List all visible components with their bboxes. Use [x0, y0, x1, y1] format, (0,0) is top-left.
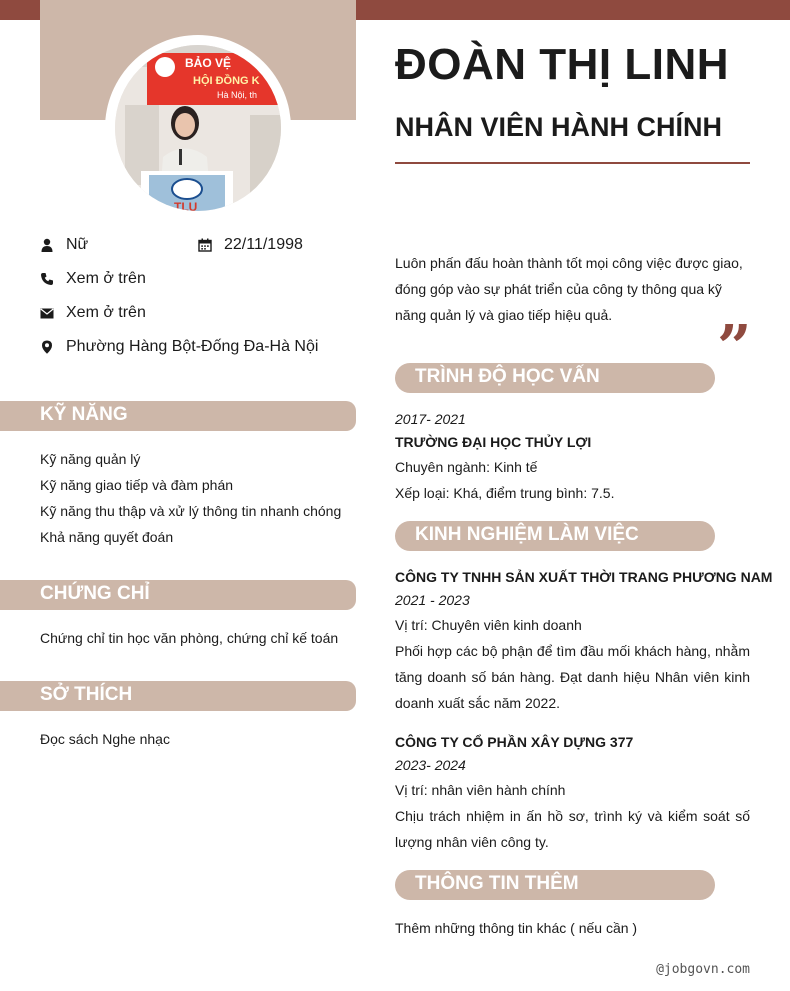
hobbies-heading: SỞ THÍCH — [40, 684, 133, 705]
job-company: CÔNG TY CỔ PHẦN XÂY DỰNG 377 — [395, 734, 634, 750]
experience-heading: KINH NGHIỆM LÀM VIỆC — [415, 524, 639, 545]
banner-text-2: HỘI ĐỒNG K — [193, 75, 260, 87]
certificates-heading-bar — [0, 580, 356, 610]
footer-watermark: @jobgovn.com — [656, 962, 750, 977]
gender-row — [40, 236, 88, 254]
additional-heading: THÔNG TIN THÊM — [415, 873, 579, 894]
phone-value: Xem ở trên — [66, 270, 146, 287]
education-school: TRƯỜNG ĐẠI HỌC THỦY LỢI — [395, 434, 592, 450]
job-description: Chịu trách nhiệm in ấn hồ sơ, trình ký và kiểm soát số lượng nhân viên công ty. — [395, 808, 750, 850]
skill-item: Kỹ năng thu thập và xử lý thông tin nhanh chóng — [40, 503, 342, 519]
banner-text-3: Hà Nội, th — [217, 90, 258, 100]
phone-row — [40, 270, 146, 288]
envelope-icon — [40, 306, 54, 320]
education-grade: Xếp loại: Khá, điểm trung bình: 7.5. — [395, 485, 615, 501]
job-description: Phối hợp các bộ phận để tìm đầu mối khách hàng, nhằm tăng doanh số bán hàng. Đạt danh hiệu Nhân viên kinh doanh xuất sắc năm 2022. — [395, 643, 750, 711]
education-period: 2017- 2021 — [395, 411, 466, 427]
gender-value: Nữ — [66, 236, 89, 253]
banner-text-1: BẢO VỆ — [185, 56, 232, 70]
education-heading: TRÌNH ĐỘ HỌC VẤN — [415, 366, 600, 387]
avatar — [115, 45, 281, 211]
skills-heading-bar — [0, 401, 356, 431]
job-company: CÔNG TY TNHH SẢN XUẤT THỜI TRANG PHƯƠNG NAM — [395, 569, 773, 585]
title-divider — [395, 162, 750, 164]
email-row — [40, 304, 146, 322]
job-period: 2023- 2024 — [395, 757, 466, 773]
calendar-icon — [198, 238, 212, 252]
hobbies-heading-bar — [0, 681, 356, 711]
map-pin-icon — [40, 340, 54, 354]
job-position: Vị trí: nhân viên hành chính — [395, 782, 566, 798]
email-value: Xem ở trên — [66, 304, 146, 321]
experience-heading-bar — [395, 521, 715, 551]
additional-text: Thêm những thông tin khác ( nếu cần ) — [395, 920, 638, 936]
address-value: Phường Hàng Bột-Đống Đa-Hà Nội — [66, 338, 319, 355]
phone-icon — [40, 272, 54, 286]
candidate-name: ĐOÀN THỊ LINH — [395, 40, 730, 89]
skills-list — [40, 446, 341, 550]
skills-heading: KỸ NĂNG — [40, 404, 128, 425]
certificates-heading: CHỨNG CHỈ — [40, 583, 150, 604]
skill-item: Kỹ năng giao tiếp và đàm phán — [40, 477, 234, 493]
career-objective: Luôn phấn đấu hoàn thành tốt mọi công việc được giao, đóng góp vào sự phát triển của công ty thông qua kỹ năng quản lý và giao tiếp hiệu quả. — [395, 255, 743, 323]
birthdate-value: 22/11/1998 — [224, 236, 303, 253]
avatar-frame — [105, 35, 291, 221]
candidate-title: NHÂN VIÊN HÀNH CHÍNH — [395, 112, 723, 142]
education-major: Chuyên ngành: Kinh tế — [395, 459, 538, 475]
hobbies-text: Đọc sách Nghe nhạc — [40, 731, 170, 747]
person-icon — [40, 238, 54, 252]
education-heading-bar — [395, 363, 715, 393]
certificates-text: Chứng chỉ tin học văn phòng, chứng chỉ kế toán — [40, 630, 339, 646]
additional-heading-bar — [395, 870, 715, 900]
job-period: 2021 - 2023 — [395, 592, 470, 608]
skill-item: Kỹ năng quản lý — [40, 451, 141, 467]
podium-text: TLU — [174, 200, 198, 211]
quote-icon: ” — [717, 313, 752, 383]
skill-item: Khả năng quyết đoán — [40, 529, 174, 545]
birthdate-row — [198, 236, 303, 254]
job-position: Vị trí: Chuyên viên kinh doanh — [395, 617, 582, 633]
address-row — [40, 338, 318, 356]
profile-photo — [115, 45, 281, 211]
